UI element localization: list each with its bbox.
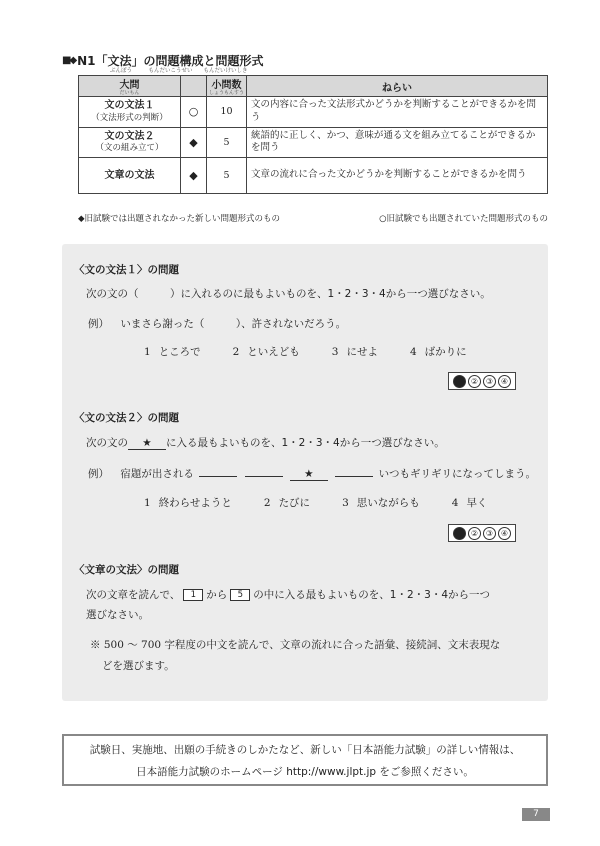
row-mark: ◆ [181,127,207,158]
answer-bubble-selected [453,375,466,388]
section3-note-line2: どを選びます。 [102,660,175,672]
answer-bubble: ② [468,527,481,540]
answer-bubble: ② [468,375,481,388]
heading-title: N1「文法」の問題構成と問題形式 [77,54,264,68]
legend-old: ○旧試験でも出題されていた問題形式のもの [379,214,548,224]
arrow-icon: ■◆ [62,55,76,66]
format-table [78,75,548,194]
section2-title: 〈文の文法２〉の問題 [74,412,179,424]
row-aim: 統語的に正しく、かつ、意味が通る文を組み立てることができるかを問う [247,127,548,158]
section2-instruction: 次の文の ★ に入る最もよいものを、1・2・3・4から一つ選びなさい。 [86,437,445,449]
choice-item: 1 終わらせようと [144,497,232,509]
row-title: 文章の文法 [104,169,155,181]
section2-answer-sheet [448,524,516,542]
example-label: 例） [88,318,109,330]
section1-title: 〈文の文法１〉の問題 [74,264,179,276]
example-sentence: いまさら謝った（ ）、許されないだろう。 [120,318,347,330]
section3-note-line1: ※ 500 ～ 700 字程度の中文を読んで、文章の流れに合った語彙、接続詞、文末表現な [90,639,501,651]
header-count: 小問数 しょうもんすう [207,76,247,97]
section2-choices [144,495,519,510]
info-notice [62,734,548,786]
heading-ruby: ぶんぽう もんだいこうせい もんだいけいしき [110,68,248,74]
legend-new: ◆旧試験では出題されなかった新しい問題形式のもの [78,214,281,224]
row-count: 5 [207,127,247,158]
choice-item: 1 ところで [144,346,201,358]
section-heading [62,52,264,74]
answer-bubble: ③ [483,527,496,540]
notice-line2: 日本語能力試験のホームページ http://www.jlpt.jp をご参照ください。 [136,766,474,778]
notice-line1: 試験日、実施地、出願の手続きのしかたなど、新しい「日本語能力試験」の詳しい情報は、 [89,744,521,756]
header-aim: ねらい [247,76,548,97]
answer-bubble: ④ [498,375,511,388]
table-row [79,97,548,128]
row-aim: 文の内容に合った文法形式かどうかを判断することができるかを問う [247,97,548,128]
header-mark [181,76,207,97]
section1-answer-sheet [448,372,516,390]
star-blank: ★ [128,437,166,450]
row-count: 5 [207,158,247,194]
row-title: 文の文法１ [104,100,155,112]
row-title: 文の文法２ [104,130,155,142]
answer-bubble: ③ [483,375,496,388]
row-subtitle: （文法形式の判断） [91,112,168,123]
section1-instruction: 次の文の（ ）に入れるのに最もよいものを、1・2・3・4から一つ選びなさい。 [86,288,491,300]
choice-item: 2 たびに [263,497,311,509]
header-daimon: 大問 だいもん [79,76,181,97]
answer-bubble-selected [453,527,466,540]
sample-panel [62,244,548,701]
page-number: 7 [522,808,550,821]
section1-choices [144,344,499,359]
table-legend [78,212,548,224]
choice-item: 2 といえども [232,346,300,358]
star-blank: ★ [290,468,328,481]
blank-box-5: 5 [230,589,250,601]
blank-line [199,467,237,477]
section3-instruction-line2: 選びなさい。 [86,609,149,621]
blank-box-1: 1 [183,589,203,601]
section3-title: 〈文章の文法〉の問題 [74,564,179,576]
row-count: 10 [207,97,247,128]
choice-item: 4 早く [451,497,488,509]
example-label: 例） [88,468,109,480]
choice-item: 3 にせよ [331,346,378,358]
table-header-row [79,76,548,97]
table-row [79,127,548,158]
row-mark: ○ [181,97,207,128]
section1-example [88,316,346,331]
table-row [79,158,548,194]
blank-line [335,467,373,477]
choice-item: 4 ばかりに [409,346,467,358]
answer-bubble: ④ [498,527,511,540]
row-subtitle: （文の組み立て） [95,143,164,154]
section3-instruction: 次の文章を読んで、 1 から 5 の中に入る最もよいものを、1・2・3・4から一つ [86,589,491,601]
row-mark: ◆ [181,158,207,194]
row-aim: 文章の流れに合った文かどうかを判断することができるかを問う [247,158,548,194]
blank-line [245,467,283,477]
section2-example: 例） 宿題が出される ★ いつもギリギリになってしまう。 [88,468,537,480]
choice-item: 3 思いながらも [342,497,420,509]
